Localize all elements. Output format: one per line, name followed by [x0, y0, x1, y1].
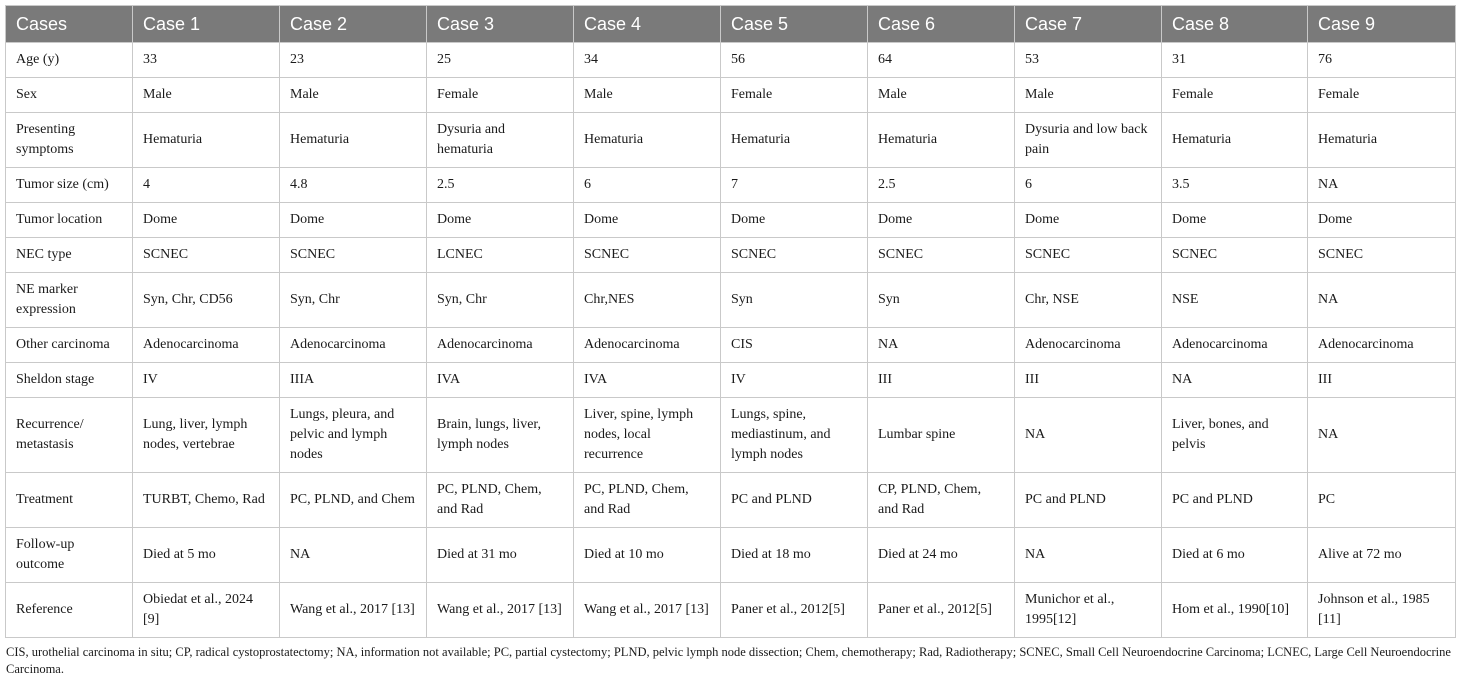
table-row — [6, 473, 1456, 528]
row-label: Follow-up outcome — [6, 528, 133, 583]
table-row — [6, 168, 1456, 203]
table-cell: 2.5 — [868, 168, 1015, 203]
table-cell: Female — [1162, 78, 1308, 113]
header-cell: Case 2 — [280, 6, 427, 43]
table-cell: IVA — [427, 363, 574, 398]
table-body — [6, 43, 1456, 638]
table-cell: Syn, Chr — [280, 273, 427, 328]
table-cell: Died at 24 mo — [868, 528, 1015, 583]
table-cell: NSE — [1162, 273, 1308, 328]
table-cell: 53 — [1015, 43, 1162, 78]
table-cell: 4 — [133, 168, 280, 203]
table-row — [6, 113, 1456, 168]
header-cell: Case 4 — [574, 6, 721, 43]
table-cell: III — [868, 363, 1015, 398]
table-cell: Adenocarcinoma — [133, 328, 280, 363]
table-cell: NA — [1308, 273, 1456, 328]
table-cell: NA — [1015, 398, 1162, 473]
table-cell: NA — [1162, 363, 1308, 398]
header-cell: Case 1 — [133, 6, 280, 43]
table-cell: Dome — [868, 203, 1015, 238]
table-cell: PC, PLND, Chem, and Rad — [427, 473, 574, 528]
table-cell: PC — [1308, 473, 1456, 528]
table-cell: Hematuria — [721, 113, 868, 168]
table-cell: Adenocarcinoma — [1162, 328, 1308, 363]
table-cell: IIIA — [280, 363, 427, 398]
table-cell: NA — [1015, 528, 1162, 583]
table-cell: Died at 6 mo — [1162, 528, 1308, 583]
table-cell: Dysuria and low back pain — [1015, 113, 1162, 168]
table-cell: Dome — [427, 203, 574, 238]
table-cell: Male — [1015, 78, 1162, 113]
header-cell: Case 9 — [1308, 6, 1456, 43]
table-cell: IV — [133, 363, 280, 398]
table-cell: Liver, spine, lymph nodes, local recurrence — [574, 398, 721, 473]
row-label: Presenting symptoms — [6, 113, 133, 168]
table-row — [6, 583, 1456, 638]
table-cell: III — [1308, 363, 1456, 398]
table-cell: Male — [574, 78, 721, 113]
table-cell: Adenocarcinoma — [1015, 328, 1162, 363]
table-row — [6, 43, 1456, 78]
row-label: Tumor size (cm) — [6, 168, 133, 203]
table-cell: Dome — [1308, 203, 1456, 238]
table-cell: Hematuria — [1308, 113, 1456, 168]
table-cell: 4.8 — [280, 168, 427, 203]
table-cell: Adenocarcinoma — [280, 328, 427, 363]
table-cell: Hematuria — [133, 113, 280, 168]
table-cell: NA — [868, 328, 1015, 363]
header-cell: Case 5 — [721, 6, 868, 43]
header-cell: Case 6 — [868, 6, 1015, 43]
table-row — [6, 528, 1456, 583]
table-cell: Died at 5 mo — [133, 528, 280, 583]
row-label: Treatment — [6, 473, 133, 528]
table-cell: CIS — [721, 328, 868, 363]
table-cell: Adenocarcinoma — [1308, 328, 1456, 363]
row-label: Age (y) — [6, 43, 133, 78]
table-cell: Brain, lungs, liver, lymph nodes — [427, 398, 574, 473]
table-cell: Died at 18 mo — [721, 528, 868, 583]
table-cell: Died at 10 mo — [574, 528, 721, 583]
table-cell: Died at 31 mo — [427, 528, 574, 583]
table-cell: 2.5 — [427, 168, 574, 203]
table-cell: IVA — [574, 363, 721, 398]
table-cell: NA — [1308, 168, 1456, 203]
table-cell: CP, PLND, Chem, and Rad — [868, 473, 1015, 528]
row-label: NEC type — [6, 238, 133, 273]
table-cell: SCNEC — [721, 238, 868, 273]
table-cell: Dome — [1162, 203, 1308, 238]
table-cell: 23 — [280, 43, 427, 78]
table-cell: Chr, NSE — [1015, 273, 1162, 328]
table-cell: LCNEC — [427, 238, 574, 273]
table-cell: Syn — [868, 273, 1015, 328]
table-cell: Adenocarcinoma — [574, 328, 721, 363]
table-row — [6, 78, 1456, 113]
table-cell: 34 — [574, 43, 721, 78]
table-cell: SCNEC — [280, 238, 427, 273]
table-cell: Male — [133, 78, 280, 113]
table-cell: Hematuria — [574, 113, 721, 168]
table-cell: NA — [280, 528, 427, 583]
row-label: Sex — [6, 78, 133, 113]
table-cell: Dysuria and hematuria — [427, 113, 574, 168]
table-cell: SCNEC — [1308, 238, 1456, 273]
header-cell: Case 7 — [1015, 6, 1162, 43]
table-cell: III — [1015, 363, 1162, 398]
row-label: Reference — [6, 583, 133, 638]
header-row — [6, 6, 1456, 43]
table-cell: Liver, bones, and pelvis — [1162, 398, 1308, 473]
table-cell: Wang et al., 2017 [13] — [574, 583, 721, 638]
table-cell: 64 — [868, 43, 1015, 78]
table-row — [6, 398, 1456, 473]
table-row — [6, 363, 1456, 398]
table-cell: Female — [427, 78, 574, 113]
table-cell: SCNEC — [868, 238, 1015, 273]
table-cell: Obiedat et al., 2024 [9] — [133, 583, 280, 638]
table-cell: Adenocarcinoma — [427, 328, 574, 363]
table-cell: Paner et al., 2012[5] — [868, 583, 1015, 638]
table-cell: SCNEC — [574, 238, 721, 273]
table-cell: Johnson et al., 1985 [11] — [1308, 583, 1456, 638]
table-cell: 25 — [427, 43, 574, 78]
table-cell: Dome — [280, 203, 427, 238]
header-cell: Case 8 — [1162, 6, 1308, 43]
table-cell: 56 — [721, 43, 868, 78]
table-cell: Munichor et al., 1995[12] — [1015, 583, 1162, 638]
table-cell: TURBT, Chemo, Rad — [133, 473, 280, 528]
table-cell: Lumbar spine — [868, 398, 1015, 473]
table-cell: PC, PLND, Chem, and Rad — [574, 473, 721, 528]
table-container — [5, 5, 1455, 678]
table-cell: Female — [721, 78, 868, 113]
table-cell: Syn, Chr, CD56 — [133, 273, 280, 328]
table-cell: Dome — [574, 203, 721, 238]
table-cell: Dome — [721, 203, 868, 238]
table-row — [6, 273, 1456, 328]
table-cell: Dome — [133, 203, 280, 238]
table-cell: Alive at 72 mo — [1308, 528, 1456, 583]
table-row — [6, 203, 1456, 238]
table-cell: PC and PLND — [721, 473, 868, 528]
header-cell: Cases — [6, 6, 133, 43]
table-cell: Dome — [1015, 203, 1162, 238]
table-cell: Hematuria — [280, 113, 427, 168]
table-cell: Hom et al., 1990[10] — [1162, 583, 1308, 638]
table-cell: PC and PLND — [1162, 473, 1308, 528]
table-cell: SCNEC — [133, 238, 280, 273]
table-cell: SCNEC — [1015, 238, 1162, 273]
table-cell: SCNEC — [1162, 238, 1308, 273]
row-label: Recurrence/ metastasis — [6, 398, 133, 473]
table-cell: Male — [280, 78, 427, 113]
table-cell: NA — [1308, 398, 1456, 473]
table-cell: 33 — [133, 43, 280, 78]
table-cell: Wang et al., 2017 [13] — [427, 583, 574, 638]
table-cell: 6 — [574, 168, 721, 203]
table-cell: Female — [1308, 78, 1456, 113]
table-cell: Syn — [721, 273, 868, 328]
table-cell: 3.5 — [1162, 168, 1308, 203]
table-row — [6, 238, 1456, 273]
table-cell: Paner et al., 2012[5] — [721, 583, 868, 638]
table-cell: 31 — [1162, 43, 1308, 78]
table-cell: 7 — [721, 168, 868, 203]
table-header — [6, 6, 1456, 43]
table-cell: Chr,NES — [574, 273, 721, 328]
table-cell: PC and PLND — [1015, 473, 1162, 528]
table-cell: Hematuria — [868, 113, 1015, 168]
table-cell: Syn, Chr — [427, 273, 574, 328]
table-footnote: CIS, urothelial carcinoma in situ; CP, radical cystoprostatectomy; NA, information not available; PC, partial cystectomy; PLND, pelvic lymph node dissection; Chem, chemotherapy; Rad, Radiotherapy; SCNEC, Small Cell Neuroendocrine Carcinoma; LCNEC, Large Cell Neuroendocrine Carcinoma. — [6, 645, 1451, 676]
table-cell: 6 — [1015, 168, 1162, 203]
table-cell: Hematuria — [1162, 113, 1308, 168]
table-cell: Lungs, pleura, and pelvic and lymph nodes — [280, 398, 427, 473]
table-cell: 76 — [1308, 43, 1456, 78]
row-label: Other carcinoma — [6, 328, 133, 363]
table-cell: PC, PLND, and Chem — [280, 473, 427, 528]
table-cell: IV — [721, 363, 868, 398]
table-cell: Lungs, spine, mediastinum, and lymph nodes — [721, 398, 868, 473]
row-label: Tumor location — [6, 203, 133, 238]
table-row — [6, 328, 1456, 363]
table-cell: Male — [868, 78, 1015, 113]
row-label: NE marker expression — [6, 273, 133, 328]
cases-table — [5, 5, 1456, 638]
header-cell: Case 3 — [427, 6, 574, 43]
row-label: Sheldon stage — [6, 363, 133, 398]
table-cell: Wang et al., 2017 [13] — [280, 583, 427, 638]
table-cell: Lung, liver, lymph nodes, vertebrae — [133, 398, 280, 473]
